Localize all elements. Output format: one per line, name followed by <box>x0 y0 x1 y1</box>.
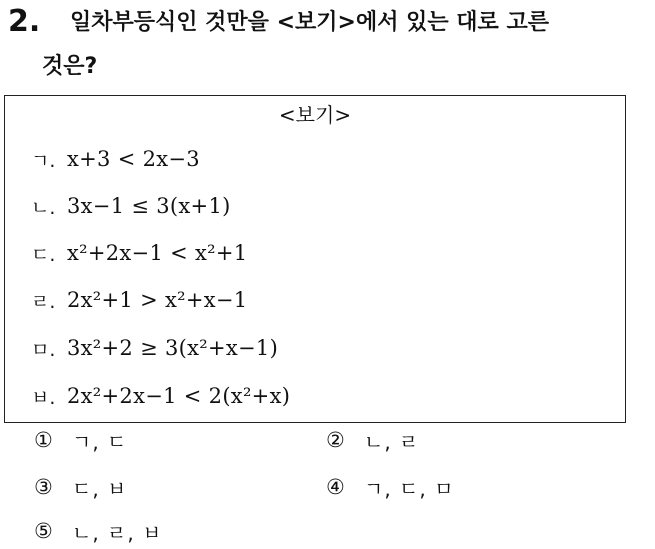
inequality-rhs: 2(x²+x) <box>208 384 291 408</box>
example-item-6 <box>31 381 290 411</box>
example-item-3 <box>31 238 247 268</box>
example-item-label: ㄹ. <box>31 290 56 313</box>
choice-number: ⑤ <box>34 519 53 543</box>
answer-choice-5[interactable] <box>34 516 162 546</box>
choice-value: ㄴ, ㄹ <box>364 429 420 454</box>
answer-choice-1[interactable] <box>34 425 127 455</box>
inequality-expression <box>67 147 200 171</box>
inequality-lhs: 2x²+2x−1 <box>67 384 177 408</box>
choice-number: ④ <box>326 475 345 499</box>
example-item-label: ㄷ. <box>31 243 56 266</box>
inequality-lhs: x²+2x−1 <box>67 241 164 265</box>
answer-choice-3[interactable] <box>34 472 127 502</box>
inequality-lhs: 3x²+2 <box>67 336 134 360</box>
inequality-operator: > <box>140 288 158 312</box>
inequality-operator: ≤ <box>131 194 150 218</box>
choice-number: ③ <box>34 475 53 499</box>
answer-choice-4[interactable] <box>326 472 454 502</box>
example-box-title: <보기> <box>278 103 352 127</box>
choice-number: ① <box>34 428 53 452</box>
inequality-operator: ≥ <box>140 336 158 360</box>
inequality-rhs: x²+x−1 <box>164 288 248 312</box>
example-item-label: ㄴ. <box>31 196 56 219</box>
inequality-expression <box>67 194 231 218</box>
example-item-2 <box>31 191 231 221</box>
inequality-rhs: 3(x²+x−1) <box>164 336 279 360</box>
question-text-line2: 것은? <box>42 54 98 79</box>
inequality-expression <box>67 384 290 408</box>
inequality-expression <box>67 241 247 265</box>
question-number: 2. <box>8 4 41 39</box>
choice-value: ㄱ, ㄷ, ㅁ <box>364 476 455 501</box>
choice-number: ② <box>326 428 345 452</box>
inequality-rhs: 2x−3 <box>142 147 200 171</box>
example-item-label: ㅁ. <box>31 338 56 361</box>
example-item-label: ㅂ. <box>31 386 56 409</box>
inequality-lhs: 2x²+1 <box>67 288 134 312</box>
inequality-rhs: x²+1 <box>195 241 248 265</box>
inequality-lhs: 3x−1 <box>67 194 125 218</box>
example-item-5 <box>31 333 278 363</box>
inequality-operator: < <box>170 241 189 265</box>
example-item-4 <box>31 285 247 315</box>
example-item-1 <box>31 144 200 174</box>
example-item-label: ㄱ. <box>31 149 56 172</box>
inequality-operator: < <box>117 147 136 171</box>
question-text-line1: 일차부등식인 것만을 <보기>에서 있는 대로 고른 <box>70 10 549 35</box>
example-box <box>4 95 626 423</box>
choice-value: ㄱ, ㄷ <box>72 429 128 454</box>
choice-value: ㄴ, ㄹ, ㅂ <box>72 520 163 545</box>
inequality-rhs: 3(x+1) <box>156 194 231 218</box>
inequality-expression <box>67 336 278 360</box>
inequality-operator: < <box>183 384 202 408</box>
inequality-expression <box>67 288 247 312</box>
answer-choice-2[interactable] <box>326 425 419 455</box>
inequality-lhs: x+3 <box>67 147 111 171</box>
choice-value: ㄷ, ㅂ <box>72 476 128 501</box>
